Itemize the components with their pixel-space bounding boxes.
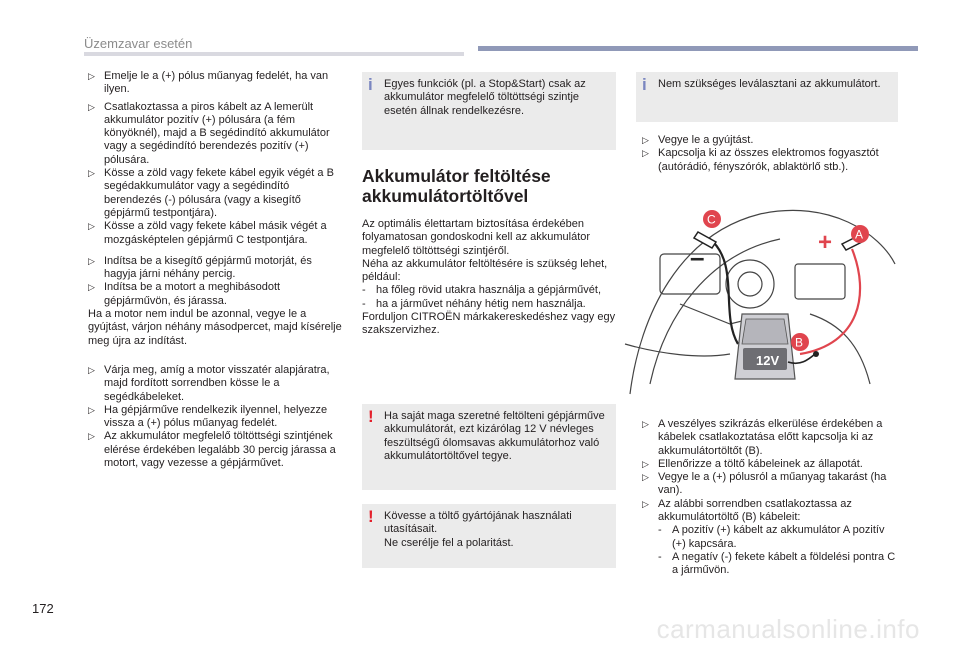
minus-sign: – xyxy=(690,242,705,272)
bullet-item: ▷ Ellenőrizze a töltő kábeleinek az állapotát. xyxy=(642,457,863,470)
label-b: B xyxy=(795,335,804,350)
exclamation-icon: ! xyxy=(368,407,374,426)
triangle-right-icon: ▷ xyxy=(88,168,95,179)
battery-charger-illustration xyxy=(620,194,900,404)
column-1 xyxy=(88,70,344,470)
warning-box-polarity: ! Kövesse a töltő gyártójának használati utasításait. Ne cserélje fel a polaritást. xyxy=(362,504,616,568)
watermark: carmanualsonline.info xyxy=(656,614,920,644)
triangle-right-icon: ▷ xyxy=(642,148,649,159)
bullet-item: ▷ A veszélyes szikrázás elkerülése érdekében a kábelek csatlakoztatása előtt kapcsolja ki az akkumulátortöltőt (B). xyxy=(642,418,883,457)
label-c: C xyxy=(707,212,716,227)
triangle-right-icon: ▷ xyxy=(88,364,95,375)
bullet-item: ▷ Csatlakoztassa a piros kábelt az A lemerült akkumulátor pozitív (+) pólusára (a fém könyöknél), majd a B segédindító akkumulátor vagy a segédindító berendezés pozitív (+) pólusára. xyxy=(88,100,330,166)
bullet-item: ▷ Vegye le a gyújtást. xyxy=(642,134,754,146)
warning-box-12v: ! Ha saját maga szeretné feltölteni gépjárműve akkumulátorát, ezt kizárólag 12 V névleges feszültségű ólomsavas akkumulátorhoz való akkumulátortöltővel tegye. xyxy=(362,404,616,490)
triangle-right-icon: ▷ xyxy=(88,221,95,232)
column-3-top xyxy=(642,134,898,174)
triangle-right-icon: ▷ xyxy=(88,71,95,81)
header-title: Üzemzavar esetén xyxy=(84,36,193,51)
triangle-right-icon: ▷ xyxy=(642,135,649,145)
dash-item: - ha a járművet néhány hétig nem használja. xyxy=(362,297,586,310)
label-a: A xyxy=(855,227,864,242)
dash-item: - A negatív (-) fekete kábelt a földelési pontra C a járművön. xyxy=(658,550,896,577)
triangle-right-icon: ▷ xyxy=(642,458,649,469)
triangle-right-icon: ▷ xyxy=(642,498,649,509)
header-bar-right xyxy=(478,46,918,51)
bullet-item: ▷ Kösse a zöld vagy fekete kábel másik végét a mozgásképtelen gépjármű C testpontjára. xyxy=(88,220,327,246)
section-title: Akkumulátor feltöltése akkumulátortöltővel xyxy=(362,166,551,206)
header-bar-left xyxy=(84,52,464,56)
triangle-right-icon: ▷ xyxy=(88,101,95,112)
info-box-no-disconnect: i Nem szükséges leválasztani az akkumulátort. xyxy=(636,72,898,122)
info-icon: i xyxy=(642,75,647,94)
plus-sign: + xyxy=(818,229,833,256)
info-icon: i xyxy=(368,75,373,94)
dash-item: - A pozitív (+) kábelt az akkumulátor A pozitív (+) kapcsára. xyxy=(658,524,885,550)
dash-item: - ha főleg rövid utakra használja a gépjárművét, xyxy=(362,284,602,297)
bullet-item: ▷ Vegye le a (+) pólusról a műanyag takarást (ha van). xyxy=(642,471,887,497)
triangle-right-icon: ▷ xyxy=(88,431,95,442)
bullet-item: ▷ Várja meg, amíg a motor visszatér alapjáratra, majd fordított sorrendben kösse le a segédkábeleket. xyxy=(88,363,330,403)
triangle-right-icon: ▷ xyxy=(642,419,649,429)
triangle-right-icon: ▷ xyxy=(642,472,649,483)
bullet-item: ▷ Ha gépjárműve rendelkezik ilyennel, helyezze vissza a (+) pólus műanyag fedelét. xyxy=(88,403,328,430)
info-box-stop-start: i Egyes funkciók (pl. a Stop&Start) csak az akkumulátor megfelelő töltöttségi szintje esetén állnak rendelkezésre. xyxy=(362,72,616,150)
bullet-item: ▷ Emelje le a (+) pólus műanyag fedelét, ha van ilyen. xyxy=(88,70,329,96)
column-3-bottom xyxy=(642,418,898,578)
triangle-right-icon: ▷ xyxy=(88,255,95,266)
triangle-right-icon: ▷ xyxy=(88,282,95,293)
bullet-item: ▷ Kösse a zöld vagy fekete kábel egyik végét a B segédakkumulátor vagy a segédindító berendezés (-) pólusára (vagy a kisegítő gépjármű testpontjára). xyxy=(88,167,334,219)
restart-note: Ha a motor nem indul be azonnal, vegye le a gyújtást, várjon néhány másodpercet, majd kísérelje meg újra az indítást. xyxy=(88,308,342,347)
charging-intro: Az optimális élettartam biztosítása érdekében folyamatosan gondoskodni kell az akkumulátor megfelelő töltöttségi szintjéről. Néha az akkumulátor feltöltésére is szükség lehet, például: - ha főleg rövid utakra használja a gépjárművét, - ha a járművet néhány hétig nem használja. Forduljon CITROËN márkakereskedéshez vagy egy szakszervizhez. xyxy=(362,218,618,338)
bullet-item: ▷ Indítsa be a kisegítő gépjármű motorját, és hagyja járni néhány percig. xyxy=(88,254,312,281)
charger-12v-label: 12V xyxy=(756,353,780,368)
triangle-right-icon: ▷ xyxy=(88,404,95,415)
bullet-item: ▷ Az alábbi sorrendben csatlakoztassa az akkumulátortöltő (B) kábeleit: xyxy=(642,497,852,524)
bullet-item: ▷ Indítsa be a motort a meghibásodott gépjárművön, és járassa. xyxy=(88,281,281,307)
bullet-item: ▷ Az akkumulátor megfelelő töltöttségi szintjének elérése érdekében legalább 30 percig járassa a motort, vagy vezesse a gépjárművet. xyxy=(88,430,336,470)
exclamation-icon: ! xyxy=(368,507,374,526)
bullet-item: ▷ Kapcsolja ki az összes elektromos fogyasztót (autórádió, fényszórók, ablaktörlő stb.). xyxy=(642,147,879,173)
page-number: 172 xyxy=(32,601,54,616)
